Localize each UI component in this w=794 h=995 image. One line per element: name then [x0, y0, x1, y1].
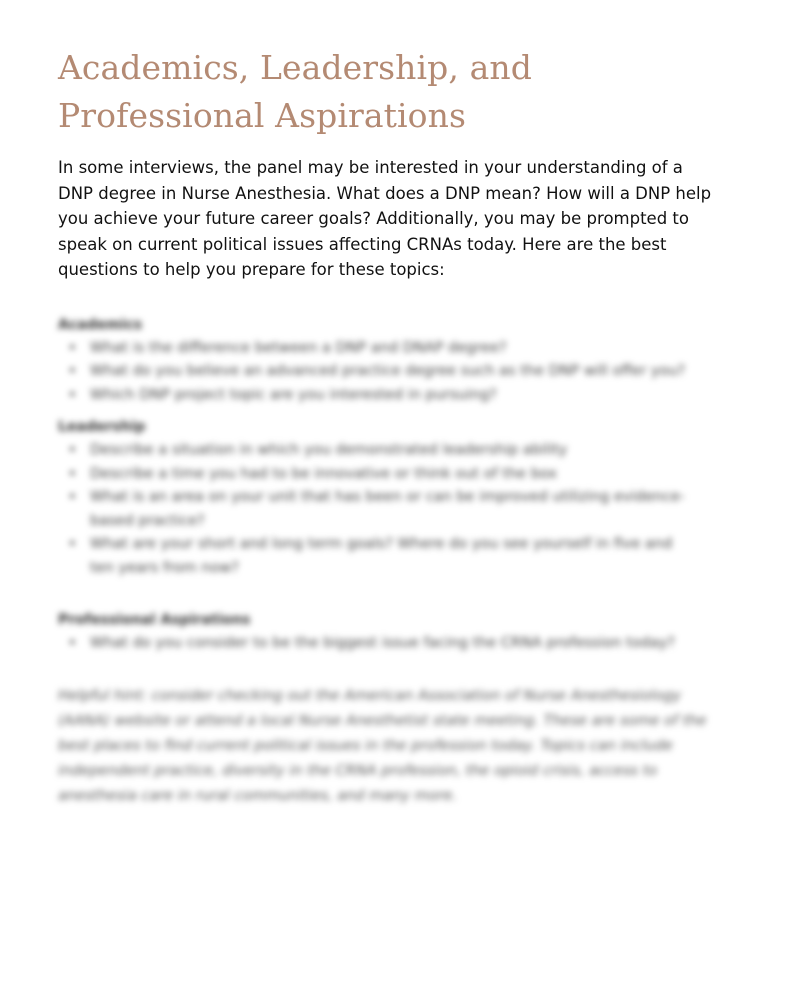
document-page	[58, 44, 738, 823]
list-item: • Describe a time you had to be innovative or think out of the box	[68, 463, 690, 487]
helpful-hint-paragraph: Helpful hint: consider checking out the American Association of Nurse Anesthesiology (AANA) website or attend a local Nurse Anesthetist state meeting. These are some of the best places to find current political issues in the profession today. Topics can include independent practice, diversity in the CRNA profession, the opioid crisis, access to anesthesia care in rural communities, and many more.	[58, 687, 707, 804]
list-item: • What is the difference between a DNP and DNAP degree?	[68, 337, 690, 361]
page-title: Academics, Leadership, and Professional Aspirations	[58, 48, 532, 135]
section-academics	[58, 313, 738, 408]
list-item: • Describe a situation in which you demonstrated leadership ability	[68, 439, 690, 463]
list-item: • What do you believe an advanced practice degree such as the DNP will offer you?	[68, 360, 690, 384]
list-item: • Which DNP project topic are you interested in pursuing?	[68, 384, 690, 408]
blurred-content	[58, 313, 738, 809]
leadership-question-list	[58, 439, 738, 580]
section-heading-professional-aspirations: Professional Aspirations	[58, 612, 251, 628]
professional-question-list	[58, 632, 738, 656]
section-professional-aspirations	[58, 608, 738, 656]
section-heading-leadership: Leadership	[58, 419, 146, 435]
section-heading-academics: Academics	[58, 316, 143, 333]
intro-paragraph: In some interviews, the panel may be interested in your understanding of a DNP degree in Nurse Anesthesia. What does a DNP mean? How will a DNP help you achieve your future career goals? Additionally, you may be prompted to speak on current political issues affecting CRNAs today. Here are the best questions to help you prepare for these topics:	[58, 158, 712, 279]
list-item: • What are your short and long term goals? Where do you see yourself in five and ten years from now?	[68, 533, 690, 580]
section-leadership	[58, 415, 738, 580]
list-item: • What do you consider to be the biggest issue facing the CRNA profession today?	[68, 632, 690, 656]
academics-question-list	[58, 337, 738, 408]
list-item: • What is an area on your unit that has been or can be improved utilizing evidence-based practice?	[68, 486, 690, 533]
